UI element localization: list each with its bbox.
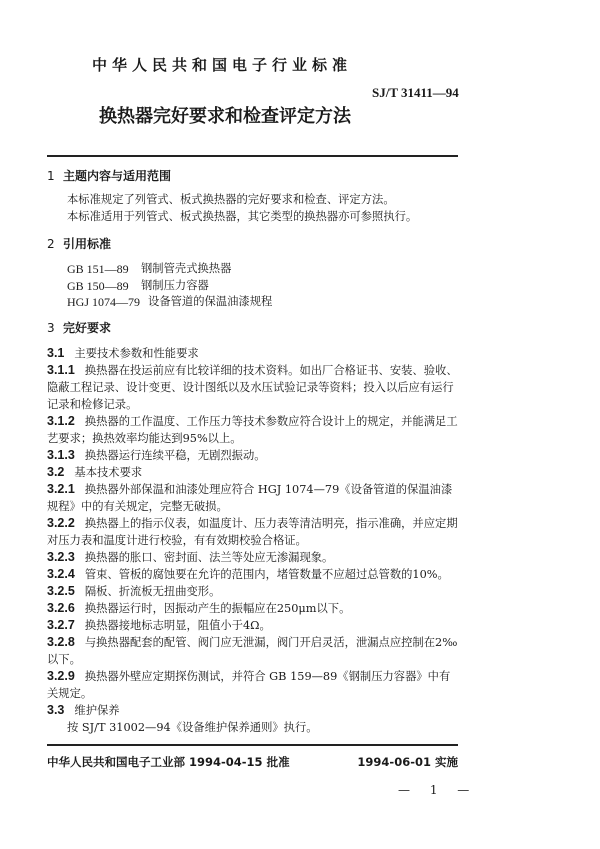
clause-number: 3.3 [47,702,65,717]
clause-number: 3.2.7 [47,617,75,632]
clause-number: 3.1.2 [47,413,75,428]
clause-text: 换热器运行时，因振动产生的振幅应在250μm以下。 [84,601,351,615]
clause-text: 与换热器配套的配管、阀门应无泄漏，阀门开启灵活，泄漏点应控制在2‰以下。 [47,635,458,666]
document-title: 换热器完好要求和检查评定方法 [99,106,351,127]
reference-item [67,261,458,278]
reference-name: 钢制管壳式换热器 [141,262,232,275]
clause-number: 3.1.1 [47,362,75,377]
reference-code: GB 151—89 [67,262,129,276]
reference-item [67,278,458,295]
reference-code: GB 150—89 [67,278,129,293]
clause [47,600,458,617]
clause [47,617,458,634]
clause [47,634,458,668]
standard-type: 中华人民共和国电子行业标准 [92,56,353,74]
section-2-heading [47,235,458,253]
clause-number: 3.2.3 [47,549,75,564]
clause [47,362,458,413]
reference-list [47,261,458,311]
section-title: 完好要求 [63,320,112,335]
section-number: 1 [47,169,55,183]
clause [47,447,458,464]
approval-line: 中华人民共和国电子工业部 1994-04-15 批准 [47,754,290,769]
clause-number: 3.2.5 [47,583,75,598]
section-3-heading [47,319,458,337]
top-rule [47,155,458,157]
clause-number: 3.2.6 [47,600,75,615]
clause-number: 3.1.3 [47,447,75,462]
clause [47,583,458,600]
clause [47,549,458,566]
clause-text: 换热器在投运前应有比较详细的技术资料。如出厂合格证书、安装、验收、隐蔽工程记录、设计变更、设计图纸以及水压试验记录等资料；投入以后应有运行记录和检修记录。 [47,363,458,411]
reference-code: HGJ 1074—79 [67,295,141,309]
paragraph: 本标准适用于列管式、板式换热器，其它类型的换热器亦可参照执行。 [67,210,418,223]
clause [47,481,458,515]
standard-code: SJ/T 31411—94 [372,85,459,100]
section-title: 主题内容与适用范围 [63,169,172,183]
section-1-body [47,191,458,225]
page-number: — 1 — [398,782,478,797]
clause-text: 换热器接地标志明显，阻值小于4Ω。 [84,618,271,632]
reference-name: 设备管道的保温油漆规程 [148,295,273,308]
clause-number: 3.2 [47,464,65,479]
bottom-rule [47,744,458,746]
clause-text: 换热器的工作温度、工作压力等技术参数应符合设计上的规定，并能满足工艺要求；换热效率均能达到95%以上。 [47,414,458,445]
clause-number: 3.2.2 [47,515,75,530]
clause-text: 换热器上的指示仪表，如温度计、压力表等清洁明亮，指示准确，并应定期对压力表和温度计进行校验，有有效期校验合格证。 [47,516,458,547]
clause-text: 管束、管板的腐蚀要在允许的范围内，堵管数量不应超过总管数的10%。 [84,567,449,581]
clause-text: 基本技术要求 [74,465,143,479]
clause [47,345,458,362]
clause-text: 主要技术参数和性能要求 [74,346,199,360]
section-3-body [47,345,458,736]
footer-row [47,754,458,770]
paragraph: 本标准规定了列管式、板式换热器的完好要求和检查、评定方法。 [67,193,395,206]
clause-number: 3.1 [47,345,65,360]
reference-item [67,294,458,311]
clause [47,566,458,583]
clause-number: 3.2.1 [47,481,75,496]
clause-text: 维护保养 [74,703,120,717]
section-number: 3 [47,320,55,335]
clause [47,515,458,549]
section-1-heading [47,167,458,185]
clause [47,464,458,481]
clause-number: 3.2.9 [47,668,75,683]
clause-number: 3.2.8 [47,634,75,649]
clause-text: 换热器的胀口、密封面、法兰等处应无渗漏现象。 [84,550,334,564]
section-number: 2 [47,237,55,251]
clause-text: 换热器运行连续平稳，无剧烈振动。 [84,448,266,462]
section-title: 引用标准 [63,237,112,251]
clause-text: 换热器外部保温和油漆处理应符合 HGJ 1074—79《设备管道的保温油漆规程》中的有关规定，完整无破损。 [47,482,453,513]
clause [47,413,458,447]
clause-text: 隔板、折流板无扭曲变形。 [84,584,221,598]
clause-number: 3.2.4 [47,566,75,581]
clause [47,668,458,702]
reference-name: 钢制压力容器 [141,278,209,292]
effective-date: 1994-06-01 实施 [357,754,458,769]
clause-text: 按 SJ/T 31002—94《设备维护保养通则》执行。 [67,720,318,734]
clause [47,702,458,719]
clause-text: 换热器外壁应定期探伤测试，并符合 GB 159—89《钢制压力容器》中有关规定。 [47,669,451,700]
